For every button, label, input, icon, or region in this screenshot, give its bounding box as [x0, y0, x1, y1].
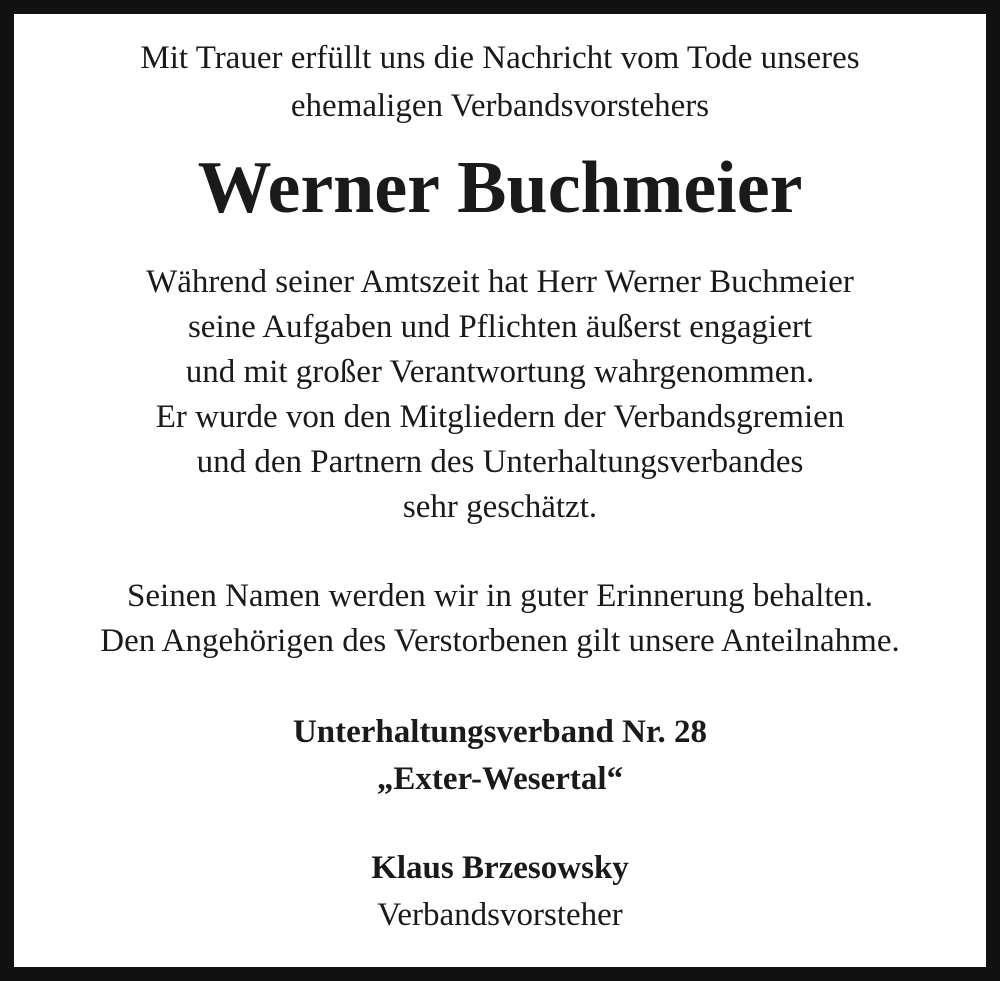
tribute-line: und den Partnern des Unterhaltungsverbandes — [196, 444, 804, 480]
tribute-line: seine Aufgaben und Pflichten äußerst engagiert — [187, 309, 813, 345]
organization-name: Unterhaltungsverband Nr. 28 — [292, 714, 708, 750]
signatory-name: Klaus Brzesowsky — [371, 850, 629, 886]
tribute-line: und mit großer Verantwortung wahrgenommen. — [185, 354, 815, 390]
organization-subtitle: „Exter-Wesertal“ — [376, 761, 624, 797]
remembrance-line: Den Angehörigen des Verstorbenen gilt unsere Anteilnahme. — [100, 623, 900, 659]
remembrance-line: Seinen Namen werden wir in guter Erinnerung behalten. — [127, 578, 873, 614]
intro-line: Mit Trauer erfüllt uns die Nachricht vom Tode unseres — [140, 40, 860, 76]
deceased-name: Werner Buchmeier — [197, 147, 803, 229]
intro-line: ehemaligen Verbandsvorstehers — [290, 88, 710, 124]
signatory-title: Verbandsvorsteher — [377, 897, 623, 933]
tribute-line: Er wurde von den Mitgliedern der Verbandsgremien — [155, 399, 845, 435]
tribute-line: sehr geschätzt. — [402, 489, 598, 525]
tribute-line: Während seiner Amtszeit hat Herr Werner Buchmeier — [146, 264, 854, 300]
